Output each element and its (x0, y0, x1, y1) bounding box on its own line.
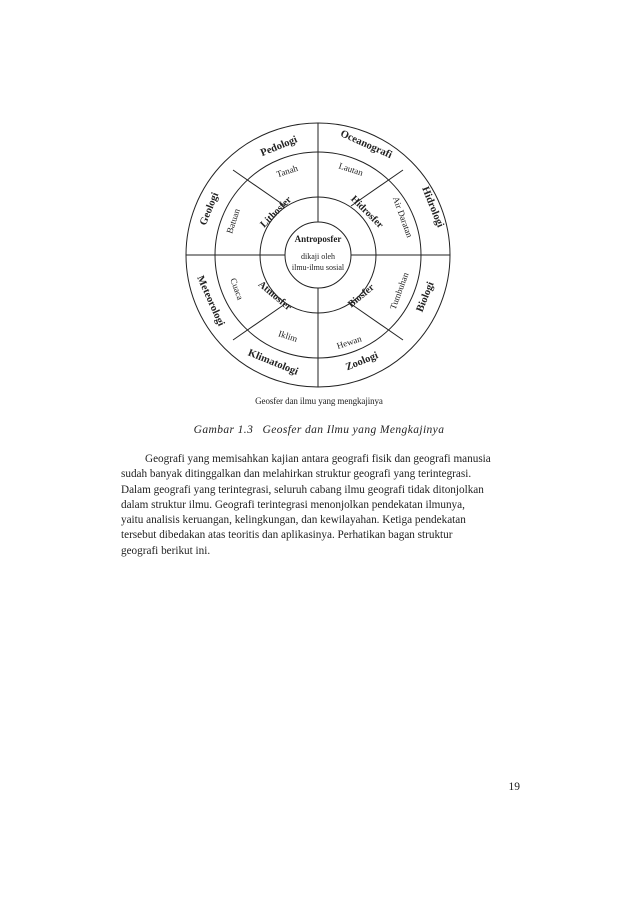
paragraph-line: Dalam geografi yang terintegrasi, seluruh cabang ilmu geografi tidak ditonjolkan (121, 483, 484, 496)
center-subtitle: dikaji oleh (301, 252, 335, 261)
object-label-batuan: Batuan (224, 207, 242, 235)
object-label-tanah: Tanah (275, 163, 300, 180)
sphere-label-atmosfer: Atmosfer (255, 279, 294, 314)
paragraph-line: sudah banyak ditinggalkan dan melahirkan struktur geografi yang terintegrasi. (121, 468, 472, 481)
figure-title (0, 424, 638, 436)
center-title: Antroposfer (294, 234, 342, 244)
paragraph-line: dalam struktur ilmu. Geografi terintegrasi menonjolkan pendekatan ilmunya, (121, 498, 465, 511)
science-label-biologi: Biologi (414, 280, 437, 314)
paragraph-line: yaitu analisis keruangan, kelingkungan, dan kewilayahan. Ketiga pendekatan (121, 514, 466, 527)
sphere-label-hidrosfer: Hidrosfer (348, 193, 386, 231)
object-label-air-daratan: Air Daratan (390, 195, 415, 239)
object-label-hewan: Hewan (335, 333, 363, 351)
science-label-zoologi: Zoologi (344, 350, 380, 374)
science-label-geologi: Geologi (198, 191, 222, 228)
body-paragraph (121, 452, 521, 559)
figure-title-text: Geosfer dan Ilmu yang Mengkajinya (262, 424, 445, 436)
science-label-hidrologi: Hidrologi (419, 185, 446, 230)
science-label-pedologi: Pedologi (259, 134, 299, 159)
page-number: 19 (508, 781, 520, 793)
paragraph-line: Geografi yang memisahkan kajian antara geografi fisik dan geografi manusia (145, 453, 491, 465)
paragraph-line: geografi berikut ini. (121, 544, 211, 557)
science-label-klimatologi: Klimatologi (246, 347, 300, 378)
object-label-cuaca: Cuaca (228, 276, 246, 302)
sphere-label-lithosfer: Lithosfer (258, 194, 295, 231)
diagram-caption: Geosfer dan ilmu yang mengkajinya (255, 396, 383, 406)
figure-label: Gambar 1.3 (193, 424, 254, 436)
object-label-lautan: Lautan (337, 160, 365, 178)
science-label-oceanografi: Oceanografi (338, 128, 394, 162)
science-label-meteorologi: Meteorologi (194, 274, 227, 328)
object-label-tumbuhan: Tumbuhan (387, 271, 411, 311)
paragraph-line: tersebut dibedakan atas teoritis dan aplikasinya. Perhatikan bagan struktur (121, 529, 453, 542)
object-label-iklim: Iklim (277, 328, 299, 344)
center-subtitle: ilmu-ilmu sosial (291, 263, 345, 272)
sphere-label-biosfer: Biosfer (346, 282, 377, 311)
